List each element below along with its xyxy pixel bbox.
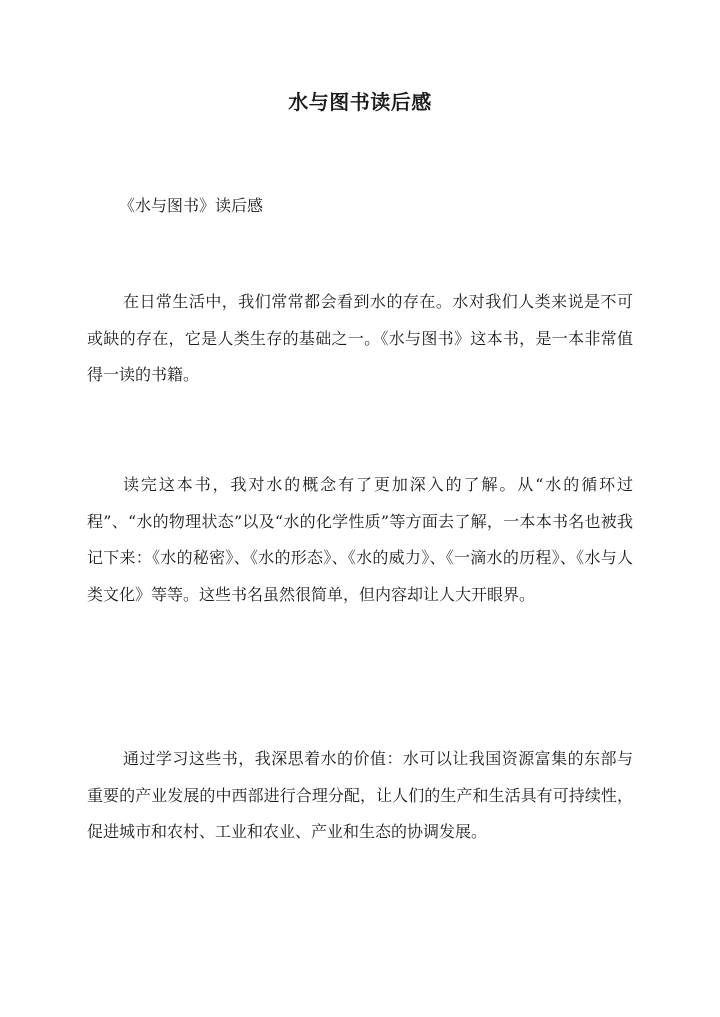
paragraph-2: 读完这本书，我对水的概念有了更加深入的了解。从“水的循环过程”、“水的物理状态”以及“水的化学性质”等方面去了解，一本本书名也被我记下来：《水的秘密》、《水的形态》、《水的威力》、《一滴水的历程》、《水与人类文化》等等。这些书名虽然很简单，但内容却让人大开眼界。	[87, 475, 633, 604]
paragraph-1: 在日常生活中，我们常常都会看到水的存在。水对我们人类来说是不可或缺的存在，它是人类生存的基础之一。《水与图书》这本书，是一本非常值得一读的书籍。	[87, 292, 633, 384]
paragraph-3: 通过学习这些书，我深思着水的价值：水可以让我国资源富集的东部与重要的产业发展的中西部进行合理分配，让人们的生产和生活具有可持续性，促进城市和农村、工业和农业、产业和生态的协调发展。	[87, 749, 633, 841]
page-title: 水与图书读后感	[288, 90, 432, 114]
subtitle-line: 《水与图书》读后感	[119, 196, 264, 215]
